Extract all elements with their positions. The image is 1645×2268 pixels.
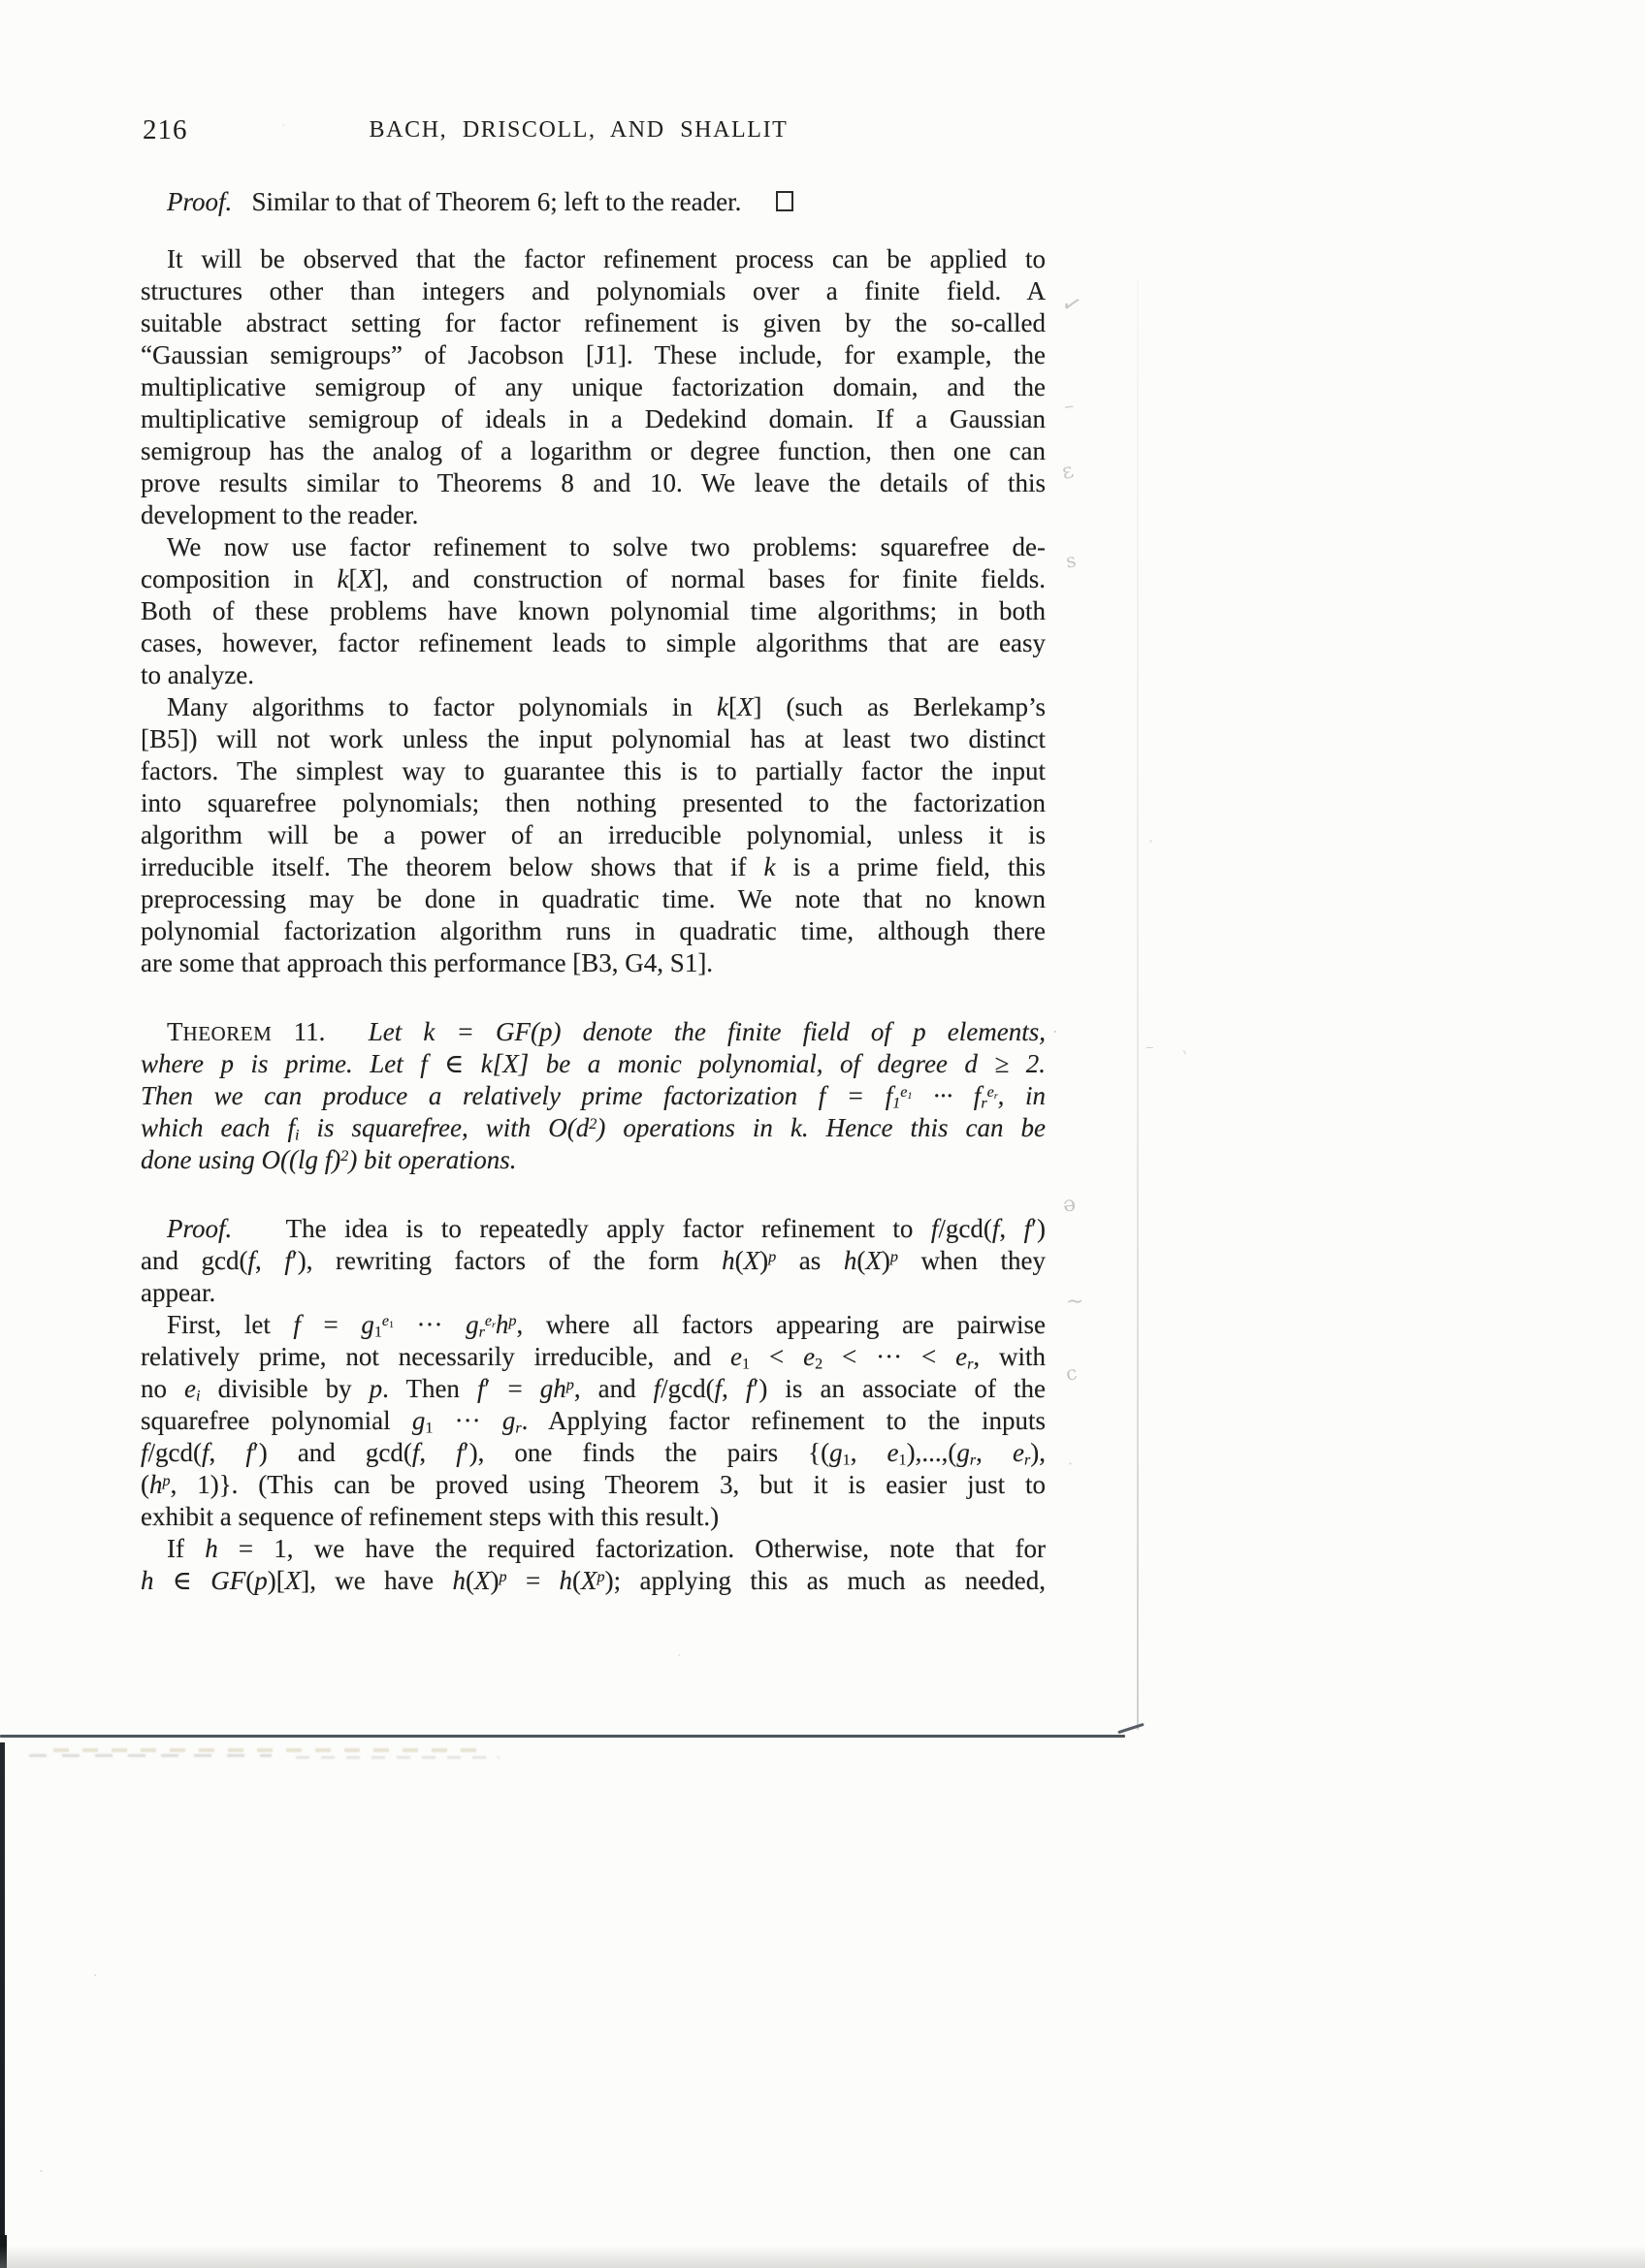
text-line: factors. The simplest way to guarantee this is to partially factor the input <box>141 756 1046 785</box>
margin-pencil-mark: ` <box>1177 1048 1191 1071</box>
text-line: and gcd(f, f′), rewriting factors of the form $h(X)^p$ as $h(X)^p$ when they <box>141 1246 1046 1275</box>
text-line: Then we can produce a relatively prime factorization $f = f_1^{e_1}$ ··· $f_r^{e_r}$, in <box>141 1081 1046 1112</box>
paragraph-proof-theorem6 <box>141 186 1046 218</box>
text-line: First, let $f = g_1^{e_1}$ ··· $g_r^{e_r}h^p$, where all factors appearing are pairwise <box>167 1310 1046 1341</box>
text-line: preprocessing may be done in quadratic time. We note that no known <box>141 884 1046 913</box>
margin-pencil-mark: – <box>1145 1038 1154 1057</box>
text-line: It will be observed that the factor refinement process can be applied to <box>167 244 1046 273</box>
paragraph-two-problems <box>141 531 1046 691</box>
text-line: development to the reader. <box>141 500 419 529</box>
text-line: no $e_i$ divisible by p. Then $f' = gh^p$, and f/gcd(f, f′) is an associate of the <box>141 1374 1046 1405</box>
text-line: multiplicative semigroup of any unique factorization domain, and the <box>141 372 1046 401</box>
text-line: If h = 1, we have the required factorization. Otherwise, note that for <box>167 1534 1046 1563</box>
smudge-streak <box>29 1754 272 1757</box>
text-line: suitable abstract setting for factor refinement is given by the so-called <box>141 308 1046 337</box>
page-bottom-edge-line <box>0 1735 1125 1738</box>
running-head: BACH, DRISCOLL, AND SHALLIT <box>369 117 789 143</box>
text-line: which each $f_i$ is squarefree, with $O(d^2)$ operations in k. Hence this can be <box>141 1113 1046 1144</box>
margin-pencil-mark: c <box>1064 1360 1080 1386</box>
paragraph-proof-idea <box>141 1213 1046 1309</box>
text-line: appear. <box>141 1278 216 1307</box>
text-column <box>141 114 1046 1597</box>
paragraph-many-algorithms <box>141 691 1046 979</box>
text-line: are some that approach this performance [B3, G4, S1]. <box>141 948 714 977</box>
text-line: h ∈ GF(p)[X], we have $h(X)^p = h(X^p)$; applying this as much as needed, <box>141 1566 1046 1595</box>
text-line: where p is prime. Let f ∈ k[X] be a monic polynomial, of degree d ≥ 2. <box>141 1049 1046 1078</box>
stray-speck: · <box>677 1646 682 1664</box>
stray-speck: · <box>281 118 286 134</box>
text-line: Proof. The idea is to repeatedly apply factor refinement to f/gcd(f, f′) <box>167 1214 1046 1243</box>
text-line: squarefree polynomial $g_1$ ··· $g_r$. Applying factor refinement to the inputs <box>141 1406 1046 1437</box>
text-line: Both of these problems have known polynomial time algorithms; in both <box>141 596 1046 625</box>
text-line: semigroup has the analog of a logarithm or degree function, then one can <box>141 436 1046 465</box>
paragraph-if-h <box>141 1533 1046 1597</box>
margin-pencil-mark: ✓ <box>1058 288 1085 321</box>
text-line: Many algorithms to factor polynomials in k[X] (such as Berlekamp’s <box>167 692 1046 721</box>
smudge-streak <box>53 1748 480 1752</box>
text-line: ($h^p$, 1)}. (This can be proved using Theorem 3, but it is easier just to <box>141 1470 1046 1499</box>
scan-left-edge-bar <box>0 1742 5 2268</box>
qed-box <box>776 191 793 211</box>
margin-speck: · <box>1052 1022 1058 1042</box>
paragraph-theorem-11 <box>141 1016 1046 1176</box>
text-line: THEOREM 11. Let k = GF(p) denote the finite field of p elements, <box>167 1017 1046 1046</box>
margin-pencil-mark: s <box>1063 548 1079 573</box>
smudge-streak <box>296 1756 500 1759</box>
margin-pencil-mark: ε <box>1058 458 1077 486</box>
text-line: irreducible itself. The theorem below shows that if k is a prime field, this <box>141 852 1046 881</box>
paragraph-observed <box>141 243 1046 531</box>
text-line: multiplicative semigroup of ideals in a Dedekind domain. If a Gaussian <box>141 404 1046 433</box>
page-right-edge-line <box>1137 281 1139 1730</box>
text-line: [B5]) will not work unless the input polynomial has at least two distinct <box>141 724 1046 753</box>
text-line: f/gcd(f, f′) and gcd(f, f′), one finds the pairs {($g_1$, $e_1),...,(g_r$, $e_r$), <box>141 1438 1046 1469</box>
page-header <box>141 114 1046 147</box>
text-line: “Gaussian semigroups” of Jacobson [J1]. These include, for example, the <box>141 340 1046 369</box>
text-line: composition in k[X], and construction of normal bases for finite fields. <box>141 564 1046 593</box>
margin-pencil-mark: – <box>1062 393 1076 418</box>
text-line: done using O((lg f)$^2$) bit operations. <box>141 1145 517 1174</box>
text-line: structures other than integers and polynomials over a finite field. A <box>141 276 1046 305</box>
text-line: relatively prime, not necessarily irreducible, and $e_1 < e_2$ < ··· < $e_r$, with <box>141 1342 1046 1373</box>
scan-bottom-shadow <box>0 2246 1645 2268</box>
stray-speck: · <box>93 1966 98 1984</box>
margin-pencil-mark: ә <box>1061 1192 1078 1218</box>
margin-speck: · <box>1148 832 1154 850</box>
text-line: We now use factor refinement to solve two problems: squarefree de- <box>167 532 1046 561</box>
margin-speck: · <box>1068 1454 1074 1473</box>
page-number: 216 <box>143 114 188 145</box>
text-line: cases, however, factor refinement leads to simple algorithms that are easy <box>141 628 1046 657</box>
margin-pencil-mark: ∼ <box>1066 1290 1084 1314</box>
text-line: prove results similar to Theorems 8 and 10. We leave the details of this <box>141 468 1046 497</box>
page-bottom-corner-curve <box>1117 1723 1145 1735</box>
text-line: to analyze. <box>141 660 254 689</box>
stray-speck: · <box>39 2162 44 2180</box>
text-line: into squarefree polynomials; then nothing presented to the factorization <box>141 788 1046 817</box>
text-line: Proof. Similar to that of Theorem 6; left to the reader. <box>141 186 1046 218</box>
text-line: exhibit a sequence of refinement steps with this result.) <box>141 1502 720 1531</box>
paragraph-first-let <box>141 1309 1046 1533</box>
text-line: polynomial factorization algorithm runs in quadratic time, although there <box>141 916 1046 945</box>
text-line: algorithm will be a power of an irreducible polynomial, unless it is <box>141 820 1046 849</box>
